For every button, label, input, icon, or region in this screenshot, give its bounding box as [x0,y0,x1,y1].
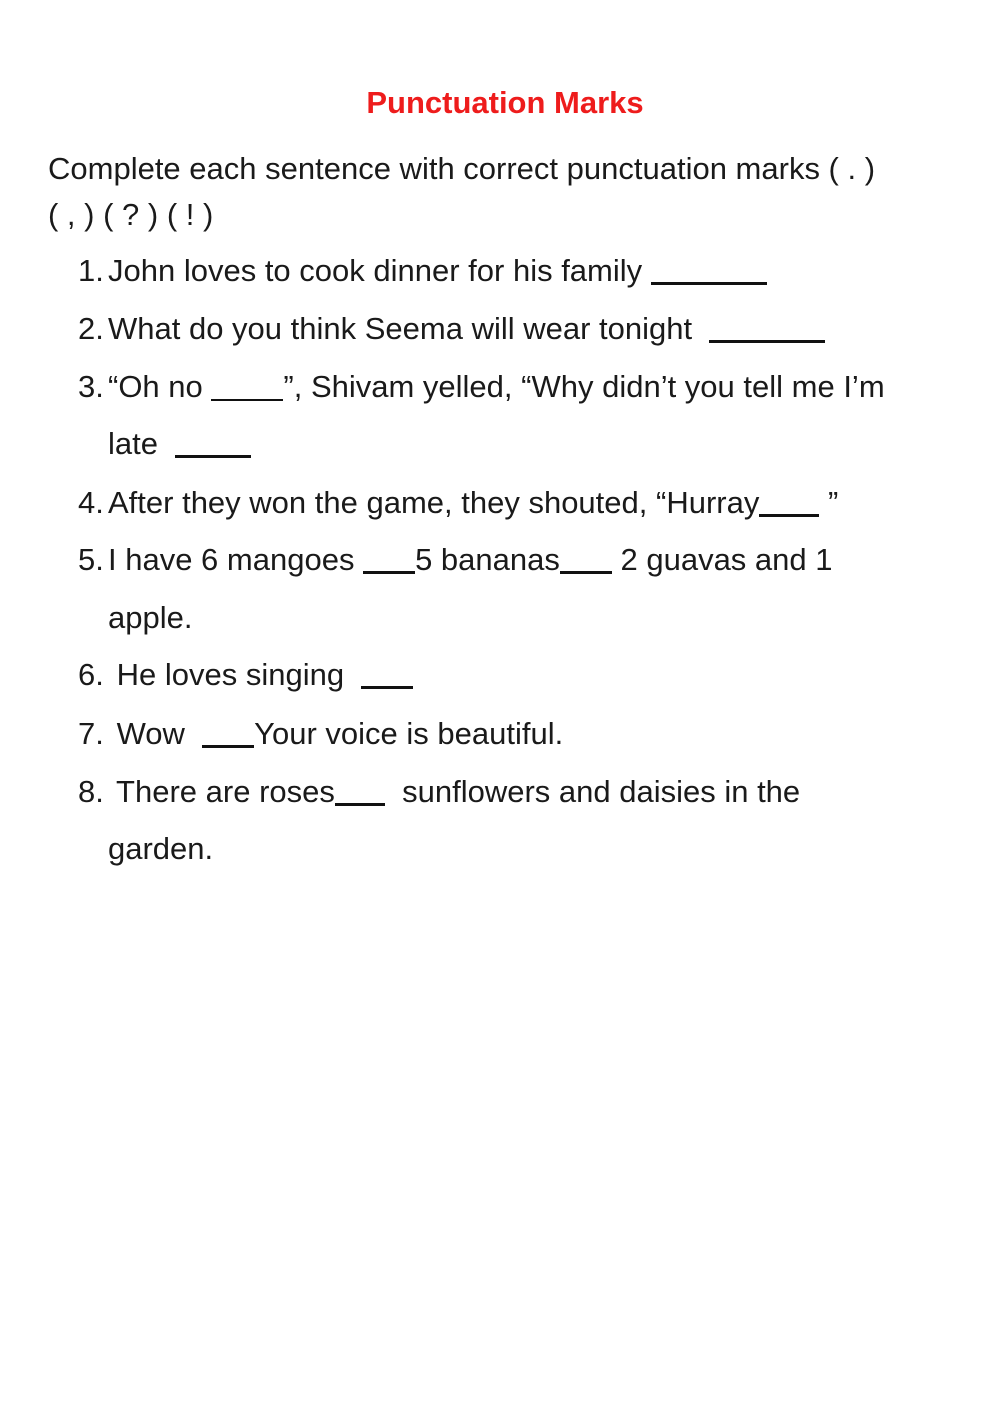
answer-blank-4[interactable] [759,488,819,517]
question-text: apple. [108,600,193,635]
question-number: 4. [78,485,104,520]
question-text: He loves singing [108,657,362,692]
question-text: What do you think Seema will wear tonight [108,311,710,346]
answer-blank-7[interactable] [202,719,254,748]
question-number: 5. [78,542,104,577]
question-number: 1. [78,253,104,288]
question-number: 2. [78,311,104,346]
question-text: 5 bananas [415,542,560,577]
answer-blank-8[interactable] [335,777,385,806]
question-text: After they won the game, they shouted, “Hurray [108,485,760,520]
question-number: 3. [78,369,104,404]
question-text: ”, Shivam yelled, “Why didn’t you tell me I’m [283,369,885,404]
question-2 [78,310,825,348]
question-text: 2 guavas and 1 [611,542,833,577]
answer-blank-3a[interactable] [211,373,283,401]
question-text: late [108,426,176,461]
answer-blank-6[interactable] [361,660,413,689]
page-title: Punctuation Marks [366,85,644,120]
answer-blank-5b[interactable] [560,545,612,574]
question-6 [78,656,413,694]
answer-blank-1[interactable] [651,256,767,285]
question-3-continued [108,425,251,463]
question-8 [78,773,800,811]
question-text: garden. [108,831,214,866]
question-text: “Oh no [108,369,212,404]
question-text: Your voice is beautiful. [254,716,564,751]
instruction-line-2: ( , ) ( ? ) ( ! ) [48,197,214,232]
question-text: John loves to cook dinner for his family [108,253,651,288]
question-text: sunflowers and daisies in the [384,774,801,809]
question-text: There are roses [108,774,335,809]
question-7 [78,715,563,753]
question-number: 7. [78,716,104,751]
question-text: ” [819,485,839,520]
question-5 [78,541,833,579]
question-number: 8. [78,774,104,809]
question-4 [78,484,838,522]
question-1 [78,252,767,290]
instruction-line-1: Complete each sentence with correct punctuation marks ( . ) [48,151,876,186]
answer-blank-3b[interactable] [175,429,251,458]
answer-blank-5a[interactable] [363,545,415,574]
question-8-continued [108,830,213,868]
question-text: Wow [108,716,203,751]
answer-blank-2[interactable] [709,314,825,343]
question-5-continued [108,599,192,637]
question-text: I have 6 mangoes [108,542,364,577]
question-3 [78,368,885,406]
question-number: 6. [78,657,104,692]
instruction-text [48,146,968,238]
